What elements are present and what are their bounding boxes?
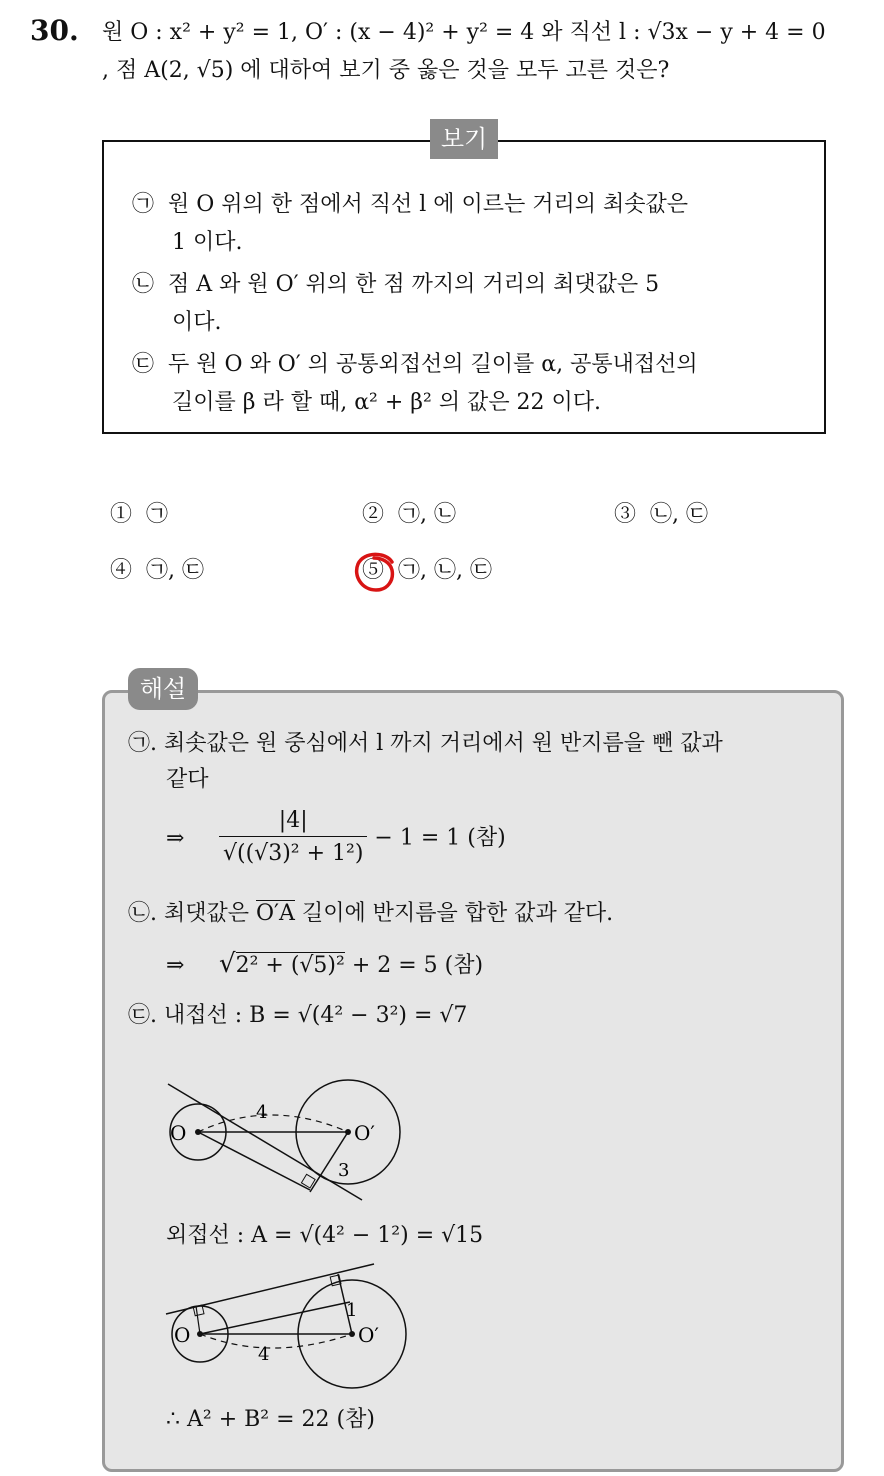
- option-text: ㉠, ㉡, ㉢: [398, 558, 492, 583]
- solution-marker: ㉠.: [128, 731, 157, 756]
- segment-label: O′A: [256, 901, 295, 926]
- option-text: ㉡, ㉢: [650, 502, 709, 527]
- option-1[interactable]: [110, 500, 168, 530]
- solution-text: 최솟값은 원 중심에서 l 까지 거리에서 원 반지름을 뺀 값과: [164, 731, 723, 756]
- bogi-text: 점 A 와 원 O′ 위의 한 점 까지의 거리의 최댓값은 5: [168, 272, 660, 297]
- label-o: O: [174, 1323, 191, 1347]
- fraction-numerator: |4|: [219, 806, 367, 837]
- solution-text: 길이에 반지름을 합한 값과 같다.: [301, 901, 614, 926]
- radicand: 2² + (√5)²: [235, 953, 345, 978]
- solution-b-line: [128, 898, 613, 930]
- question-number: 30.: [30, 14, 79, 47]
- external-tangent-diagram: [160, 1262, 420, 1402]
- bogi-text: 1 이다.: [172, 230, 243, 255]
- option-number: ④: [110, 558, 133, 583]
- option-number: ⑤: [362, 558, 385, 583]
- answer-mark-circle-icon: [352, 548, 398, 594]
- bogi-text: 이다.: [172, 310, 222, 335]
- label-o: O: [170, 1121, 187, 1145]
- formula-tail: + 2 = 5 (참): [351, 953, 484, 978]
- solution-a-formula: [166, 806, 506, 871]
- label-o-prime: O′: [358, 1323, 379, 1347]
- solution-a-line-1: [128, 728, 723, 760]
- label-distance: 4: [256, 1102, 268, 1123]
- solution-text: 내접선 : B = √(4² − 3²) = √7: [164, 1003, 468, 1028]
- solution-conclusion: ∴ A² + B² = 22 (참): [166, 1407, 375, 1432]
- bogi-marker: ㉢: [132, 352, 155, 377]
- bogi-label: 보기: [430, 119, 498, 159]
- bogi-item-3: [132, 346, 792, 422]
- bogi-text: 길이를 β 라 할 때, α² + β² 의 값은 22 이다.: [172, 390, 602, 415]
- option-text: ㉠, ㉢: [146, 558, 205, 583]
- question-line-2: , 점 A(2, √5) 에 대하여 보기 중 옳은 것을 모두 고른 것은?: [102, 58, 670, 83]
- solution-text: 최댓값은: [164, 901, 250, 926]
- option-text: ㉠: [146, 502, 169, 527]
- option-2[interactable]: [362, 500, 456, 530]
- option-number: ②: [362, 502, 385, 527]
- solution-label: 해설: [128, 668, 198, 710]
- question-line-1: 원 O : x² + y² = 1, O′ : (x − 4)² + y² = 4 와 직선 l : √3x − y + 4 = 0: [102, 20, 826, 45]
- fraction: [219, 806, 367, 871]
- solution-marker: ㉢.: [128, 1003, 157, 1028]
- bogi-marker: ㉠: [132, 192, 155, 217]
- solution-outer-line: 외접선 : A = √(4² − 1²) = √15: [166, 1223, 484, 1248]
- solution-b-formula: ⇒ √2² + (√5)² + 2 = 5 (참): [166, 948, 483, 982]
- internal-tangent-diagram: [160, 1070, 410, 1210]
- solution-a-line-2: 같다: [166, 767, 209, 792]
- bogi-text: 두 원 O 와 O′ 의 공통외접선의 길이를 α, 공통내접선의: [168, 352, 698, 377]
- bogi-item-2: [132, 266, 792, 342]
- bogi-text: 원 O 위의 한 점에서 직선 l 에 이르는 거리의 최솟값은: [168, 192, 689, 217]
- option-text: ㉠, ㉡: [398, 502, 457, 527]
- fraction-denominator: √((√3)² + 1²): [223, 841, 364, 866]
- option-4[interactable]: [110, 556, 204, 586]
- solution-marker: ㉡.: [128, 901, 157, 926]
- bogi-marker: ㉡: [132, 272, 155, 297]
- label-o-prime: O′: [354, 1121, 375, 1145]
- arrow-icon: ⇒: [166, 953, 185, 978]
- label-radius: 3: [338, 1160, 350, 1181]
- option-3[interactable]: [614, 500, 708, 530]
- arrow-icon: ⇒: [166, 825, 185, 851]
- option-number: ①: [110, 502, 133, 527]
- bogi-item-1: [132, 186, 792, 262]
- formula-tail: − 1 = 1 (참): [374, 825, 506, 851]
- option-number: ③: [614, 502, 637, 527]
- label-distance: 4: [258, 1344, 270, 1365]
- label-radius: 1: [346, 1300, 358, 1321]
- solution-c-line: [128, 1000, 467, 1032]
